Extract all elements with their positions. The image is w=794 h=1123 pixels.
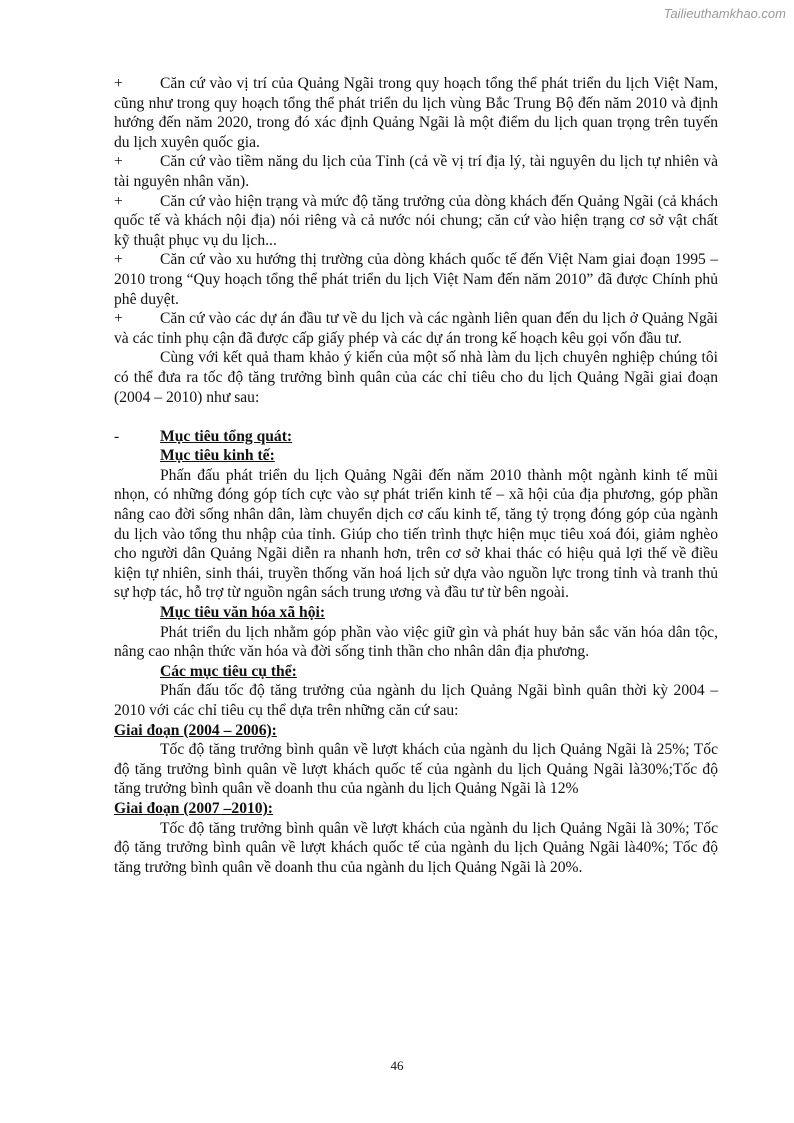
bullet-paragraph-5 [114,309,718,348]
intro-paragraph: Cùng với kết quả tham khảo ý kiến của một số nhà làm du lịch chuyên nghiệp chúng tôi có thể đưa ra tốc độ tăng trưởng bình quân của các chỉ tiêu cho du lịch Quảng Ngãi giai đoạn (2004 – 2010) như sau: [114,349,718,406]
general-goal-heading-text: Mục tiêu tổng quát: [160,427,293,445]
dash-mark: - [114,427,120,445]
bullet-mark: + [114,310,123,328]
bullet-text: Căn cứ vào các dự án đầu tư về du lịch và các ngành liên quan đến du lịch ở Quảng Ngãi và các tỉnh phụ cận đã được cấp giấy phép và các dự án trong kế hoạch kêu gọi vốn đầu tư. [114,310,718,347]
bullet-text: Căn cứ vào vị trí của Quảng Ngãi trong quy hoạch tổng thể phát triển du lịch Việt Nam, cũng như trong quy hoạch tổng thể phát triển du lịch vùng Bắc Trung Bộ đến năm 2010 và định hướng đến năm 2020, trong đó xác định Quảng Ngãi là một điểm du lịch quan trọng trên tuyến du lịch xuyên quốc gia. [114,75,718,151]
bullet-text: Căn cứ vào hiện trạng và mức độ tăng trưởng của dòng khách đến Quảng Ngãi (cả khách quốc tế và khách nội địa) nói riêng và cả nước nói chung; căn cứ vào hiện trạng cơ sở vật chất kỹ thuật phục vụ du lịch... [114,192,718,249]
bullet-mark: + [114,192,123,210]
watermark: Tailieuthamkhao.com [663,6,786,21]
specific-goals-heading [114,662,718,682]
phase-2-heading-text: Giai đoạn (2007 –2010): [114,799,273,817]
page-number: 46 [390,1058,404,1073]
specific-goals-heading-text: Các mục tiêu cụ thể: [160,662,297,680]
bullet-mark: + [114,75,123,92]
phase-1-heading-text: Giai đoạn (2004 – 2006): [114,721,277,739]
phase-2-heading [114,799,718,819]
cultural-goal-paragraph: Phát triển du lịch nhằm góp phần vào việc giữ gìn và phát huy bản sắc văn hóa dân tộc, nâng cao nhận thức văn hóa và đời sống tinh thần cho nhân dân địa phương. [114,623,718,661]
cultural-goal-heading-text: Mục tiêu văn hóa xã hội: [160,604,326,622]
document-body [114,74,718,877]
economic-goal-paragraph: Phấn đấu phát triển du lịch Quảng Ngãi đến năm 2010 thành một ngành kinh tế mũi nhọn, có những đóng góp tích cực vào sự phát triển kinh tế – xã hội của địa phương, góp phần nâng cao đời sống nhân dân, làm chuyển dịch cơ cấu kinh tế, tăng tỷ trọng đóng góp của ngành du lịch vào tổng thu nhập của tỉnh. Giúp cho tiến trình thực hiện mục tiêu xoá đói, giảm nghèo cho người dân Quảng Ngãi diễn ra nhanh hơn, trên cơ sở khai thác có hiệu quả lợi thế về điều kiện tự nhiên, sinh thái, truyền thống văn hoá lịch sử dựa vào nguồn lực trong tỉnh và tranh thủ sự hợp tác, hỗ trợ từ nguồn ngân sách trung ương và đầu tư từ bên ngoài. [114,466,718,602]
bullet-paragraph-2 [114,152,718,191]
general-goal-heading [114,427,718,447]
spacer [114,407,718,427]
bullet-text: Căn cứ vào xu hướng thị trường của dòng khách quốc tế đến Việt Nam giai đoạn 1995 – 2010 trong “Quy hoạch tổng thể phát triển du lịch Việt Nam đến năm 2010” đã được Chính phủ phê duyệt. [114,251,718,308]
bullet-paragraph-4 [114,250,718,309]
phase-1-heading [114,721,718,741]
economic-goal-heading [114,446,718,466]
cultural-goal-heading [114,603,718,623]
bullet-paragraph-3 [114,192,718,251]
bullet-paragraph-1 [114,74,718,152]
bullet-mark: + [114,251,123,269]
economic-goal-heading-text: Mục tiêu kinh tế: [160,447,275,465]
bullet-mark: + [114,153,123,171]
phase-2-paragraph: Tốc độ tăng trưởng bình quân về lượt khách của ngành du lịch Quảng Ngãi là 30%; Tốc độ tăng trưởng bình quân về lượt khách quốc tế của ngành du lịch Quảng Ngãi là40%; Tốc độ tăng trưởng bình quân về doanh thu của ngành du lịch Quảng Ngãi là 20%. [114,819,718,876]
specific-goals-paragraph: Phấn đấu tốc độ tăng trưởng của ngành du lịch Quảng Ngãi bình quân thời kỳ 2004 – 2010 với các chỉ tiêu cụ thể dựa trên những căn cứ sau: [114,682,718,719]
phase-1-paragraph: Tốc độ tăng trưởng bình quân về lượt khách của ngành du lịch Quảng Ngãi là 25%; Tốc độ tăng trưởng bình quân về lượt khách quốc tế của ngành du lịch Quảng Ngãi là30%;Tốc độ tăng trưởng bình quân về doanh thu của ngành du lịch Quảng Ngãi là 12% [114,741,718,798]
bullet-text: Căn cứ vào tiềm năng du lịch của Tỉnh (cả về vị trí địa lý, tài nguyên du lịch tự nhiên và tài nguyên nhân văn). [114,153,718,190]
